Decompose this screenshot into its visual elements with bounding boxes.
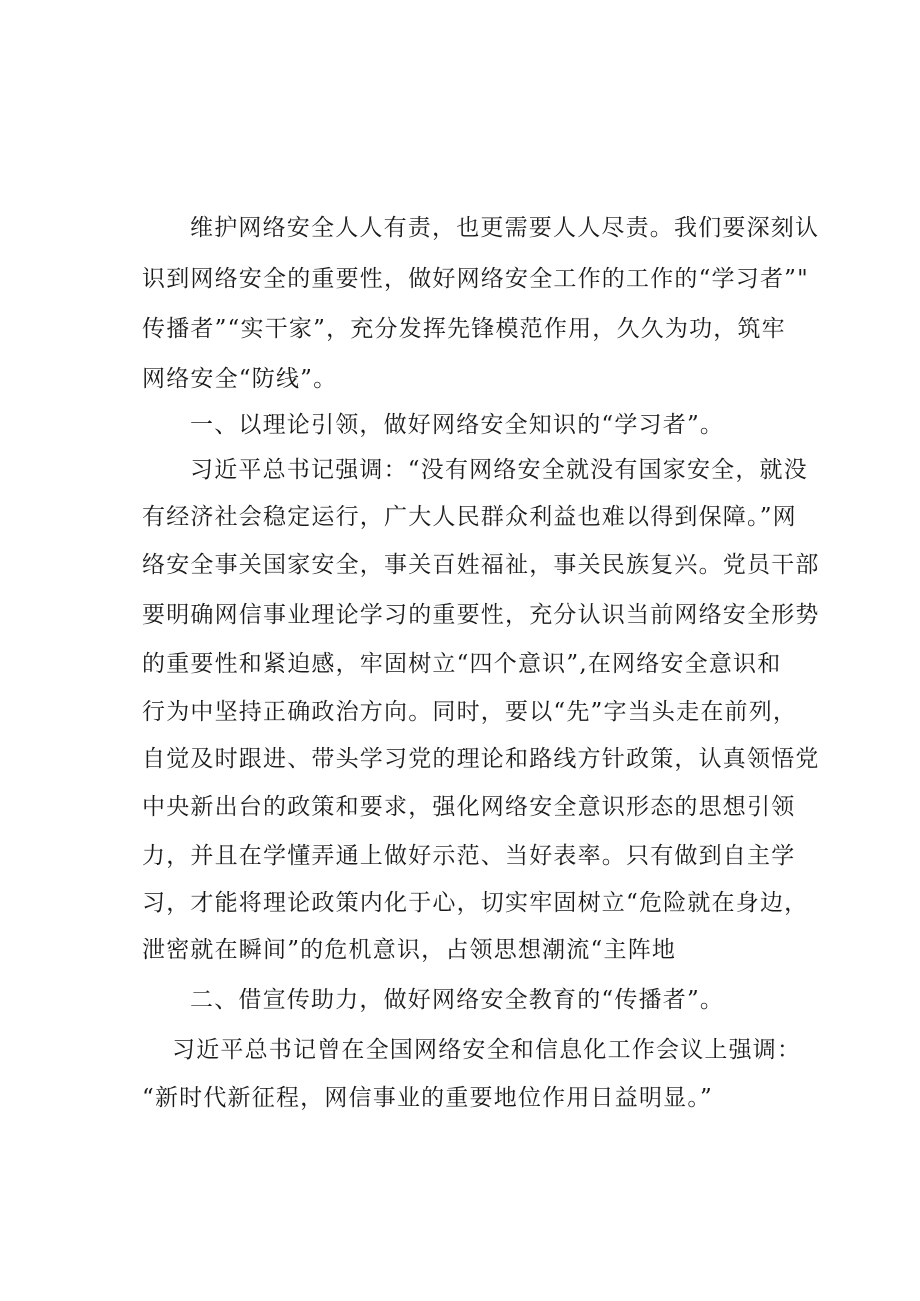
paragraph-line: 网络安全“防线”。 bbox=[142, 366, 338, 392]
paragraph-line: 习近平总书记曾在全国网络安全和信息化工作会议上强调： bbox=[172, 1037, 802, 1063]
paragraph-line: 有经济社会稳定运行，广大人民群众利益也难以得到保障。”网 bbox=[142, 504, 797, 530]
paragraph-line: 的重要性和紧迫感，牢固树立“四个意识”,在网络安全意识和 bbox=[142, 651, 782, 677]
paragraph-line: 习近平总书记强调：“没有网络安全就没有国家安全，就没 bbox=[190, 457, 808, 483]
paragraph-line: 泄密就在瞬间”的危机意识，占领思想潮流“主阵地 bbox=[142, 937, 677, 963]
paragraph-line: 要明确网信事业理论学习的重要性，充分认识当前网络安全形势 bbox=[142, 602, 820, 628]
paragraph-line: 传播者”“实干家”，充分发挥先锋模范作用，久久为功，筑牢 bbox=[142, 316, 786, 342]
section-heading: 一、以理论引领，做好网络安全知识的“学习者”。 bbox=[190, 412, 725, 438]
paragraph-line: 习，才能将理论政策内化于心，切实牢固树立“危险就在身边， bbox=[142, 890, 809, 916]
paragraph-line: 识到网络安全的重要性，做好网络安全工作的工作的“学习者”" bbox=[142, 266, 809, 292]
paragraph-line: 络安全事关国家安全，事关百姓福祉，事关民族复兴。党员干部 bbox=[142, 552, 820, 578]
paragraph-line: 行为中坚持正确政治方向。同时，要以“先”字当头走在前列， bbox=[142, 699, 798, 725]
paragraph-line: 自觉及时跟进、带头学习党的理论和路线方针政策，认真领悟党 bbox=[142, 746, 820, 772]
section-heading: 二、借宣传助力，做好网络安全教育的“传播者”。 bbox=[190, 987, 725, 1013]
paragraph-line: “新时代新征程，网信事业的重要地位作用日益明显。” bbox=[142, 1085, 714, 1111]
paragraph-line: 力，并且在学懂弄通上做好示范、当好表率。只有做到自主学 bbox=[142, 843, 796, 869]
paragraph-line: 中央新出台的政策和要求，强化网络安全意识形态的思想引领 bbox=[142, 794, 796, 820]
paragraph-line: 维护网络安全人人有责，也更需要人人尽责。我们要深刻认 bbox=[190, 215, 820, 241]
